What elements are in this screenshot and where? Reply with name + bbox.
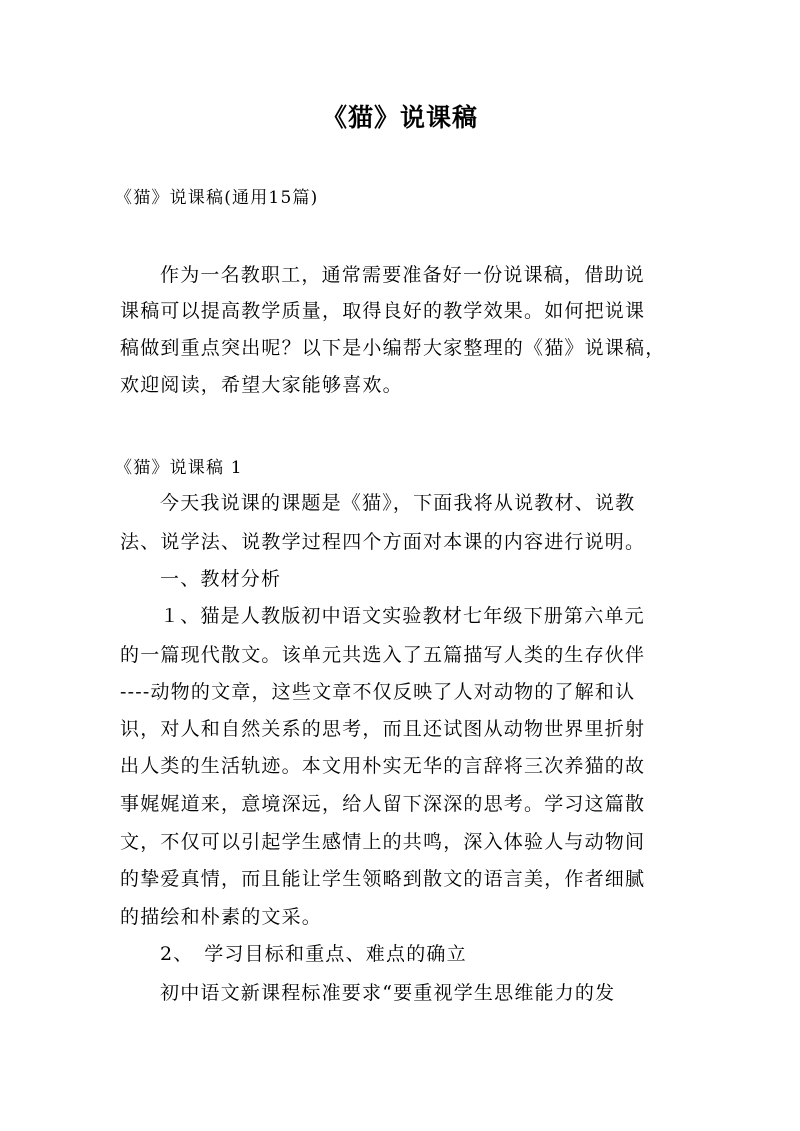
body-line-12: 的描绘和朴素的文采。 xyxy=(120,906,323,928)
body-line-9: 事娓娓道来，意境深远，给人留下深深的思考。学习这篇散 xyxy=(120,793,646,815)
body-line-14: 初中语文新课程标准要求“要重视学生思维能力的发 xyxy=(160,982,616,1004)
body-line-7: 识，对人和自然关系的思考，而且还试图从动物世界里折射 xyxy=(120,718,646,740)
body-line-13: 2、 学习目标和重点、难点的确立 xyxy=(160,943,467,965)
section-heading: 《猫》说课稿 1 xyxy=(115,458,243,478)
document-title: 《猫》说课稿 xyxy=(321,103,478,132)
body-line-11: 的挚爱真情，而且能让学生领略到散文的语言美，作者细腻 xyxy=(120,868,646,890)
body-line-8: 出人类的生活轨迹。本文用朴实无华的言辞将三次养猫的故 xyxy=(120,755,646,777)
body-line-10: 文，不仅可以引起学生感情上的共鸣，深入体验人与动物间 xyxy=(120,831,646,853)
body-line-3: 一、教材分析 xyxy=(160,568,282,590)
body-line-2: 法、说学法、说教学过程四个方面对本课的内容进行说明。 xyxy=(120,531,646,553)
document-subtitle: 《猫》说课稿(通用15篇) xyxy=(115,188,319,208)
intro-line-2: 课稿可以提高教学质量，取得良好的教学效果。如何把说课 xyxy=(120,300,646,322)
intro-line-4: 欢迎阅读，希望大家能够喜欢。 xyxy=(120,374,403,396)
body-line-4: １、猫是人教版初中语文实验教材七年级下册第六单元 xyxy=(160,605,645,627)
body-line-1: 今天我说课的课题是《猫》，下面我将从说教材、说教 xyxy=(160,492,636,514)
intro-line-3: 稿做到重点突出呢？以下是小编帮大家整理的《猫》说课稿， xyxy=(120,337,666,359)
body-line-6: ----动物的文章，这些文章不仅反映了人对动物的了解和认 xyxy=(120,681,636,703)
body-line-5: 的一篇现代散文。该单元共选入了五篇描写人类的生存伙伴 xyxy=(120,644,646,666)
intro-line-1: 作为一名教职工，通常需要准备好一份说课稿，借助说 xyxy=(160,264,645,286)
